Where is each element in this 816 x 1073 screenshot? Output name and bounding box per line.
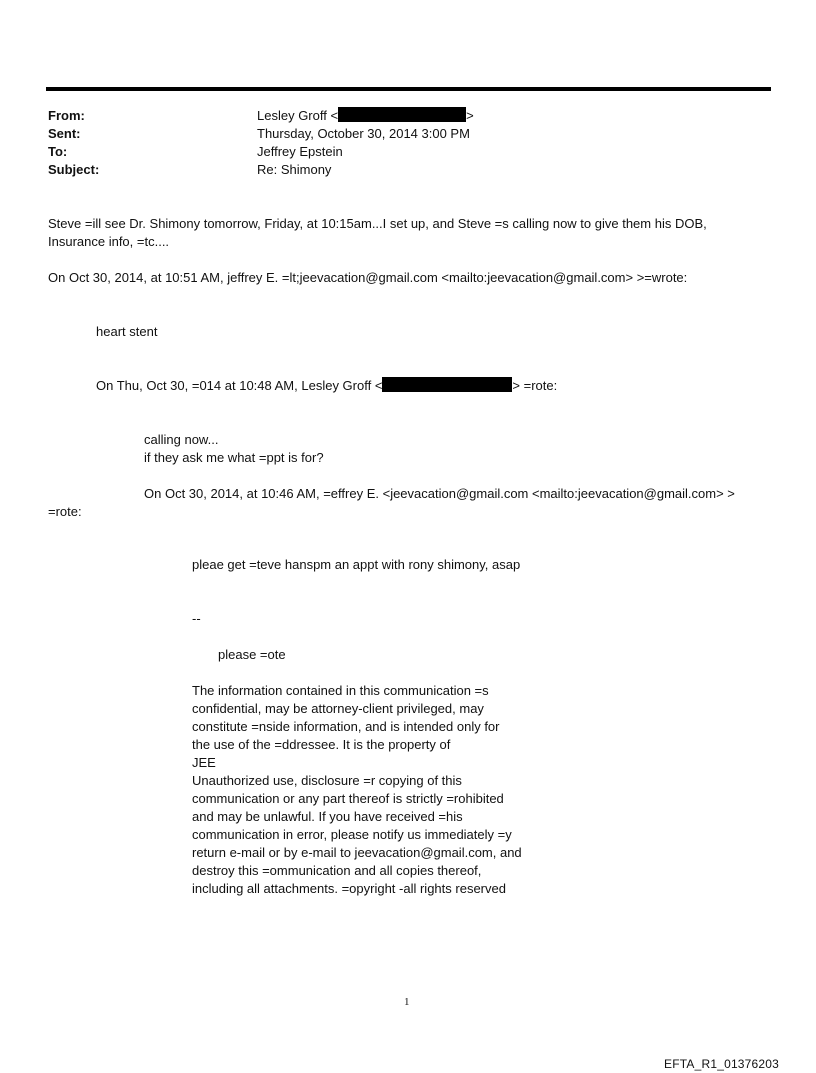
to-value: Jeffrey Epstein xyxy=(257,144,343,159)
disclaimer-line: communication in error, please notify us immediately =y xyxy=(192,827,512,842)
sent-label: Sent: xyxy=(48,126,81,141)
subject-value: Re: Shimony xyxy=(257,162,332,177)
disclaimer-line: The information contained in this communication =s xyxy=(192,683,489,698)
reply-calling-now: calling now... xyxy=(144,432,219,447)
disclaimer-line: constitute =nside information, and is intended only for xyxy=(192,719,500,734)
disclaimer xyxy=(192,682,522,898)
header-rule xyxy=(46,87,771,91)
disclaimer-line: JEE xyxy=(192,755,216,770)
reply-appt-question: if they ask me what =ppt is for? xyxy=(144,450,324,465)
signature-dashes: -- xyxy=(192,611,201,626)
from-label: From: xyxy=(48,108,85,123)
disclaimer-line: Unauthorized use, disclosure =r copying of this xyxy=(192,773,462,788)
disclaimer-line: confidential, may be attorney-client privileged, may xyxy=(192,701,484,716)
quote-header-2-after: > =rote: xyxy=(512,378,558,393)
subject-label: Subject: xyxy=(48,162,100,177)
disclaimer-line: communication or any part thereof is strictly =rohibited xyxy=(192,791,504,806)
from-close: > xyxy=(466,108,474,123)
quote-header-2-before: On Thu, Oct 30, =014 at 10:48 AM, Lesley Groff < xyxy=(96,378,383,393)
request-line: pleae get =teve hanspm an appt with rony shimony, asap xyxy=(192,557,521,572)
page-number: 1 xyxy=(404,996,410,1008)
quote-header-2 xyxy=(96,377,557,395)
quote-header-3-wrap: =rote: xyxy=(48,504,82,519)
redaction-box xyxy=(338,107,466,122)
disclaimer-line: including all attachments. =opyright -all rights reserved xyxy=(192,881,506,896)
redaction-box xyxy=(382,377,512,392)
please-note: please =ote xyxy=(218,647,286,662)
disclaimer-line: the use of the =ddressee. It is the property of xyxy=(192,737,451,752)
disclaimer-line: destroy this =ommunication and all copies thereof, xyxy=(192,863,482,878)
from-name: Lesley Groff < xyxy=(257,108,339,123)
disclaimer-line: return e-mail or by e-mail to jeevacation@gmail.com, and xyxy=(192,845,522,860)
disclaimer-line: and may be unlawful. If you have received =his xyxy=(192,809,463,824)
reply-heart-stent: heart stent xyxy=(96,324,158,339)
sent-value: Thursday, October 30, 2014 3:00 PM xyxy=(257,126,470,141)
quote-header-3: On Oct 30, 2014, at 10:46 AM, =effrey E. <jeevacation@gmail.com <mailto:jeevacation@gmail.com> > xyxy=(144,486,735,501)
body-line-1: Steve =ill see Dr. Shimony tomorrow, Friday, at 10:15am...I set up, and Steve =s calling now to give them his DOB, xyxy=(48,216,707,231)
body-line-2: Insurance info, =tc.... xyxy=(48,234,170,249)
quote-header-1: On Oct 30, 2014, at 10:51 AM, jeffrey E. =lt;jeevacation@gmail.com <mailto:jeevacation@gmail.com> >=wrote: xyxy=(48,270,688,285)
from-value xyxy=(257,107,474,126)
to-label: To: xyxy=(48,144,68,159)
document-id-footer: EFTA_R1_01376203 xyxy=(664,1057,780,1071)
